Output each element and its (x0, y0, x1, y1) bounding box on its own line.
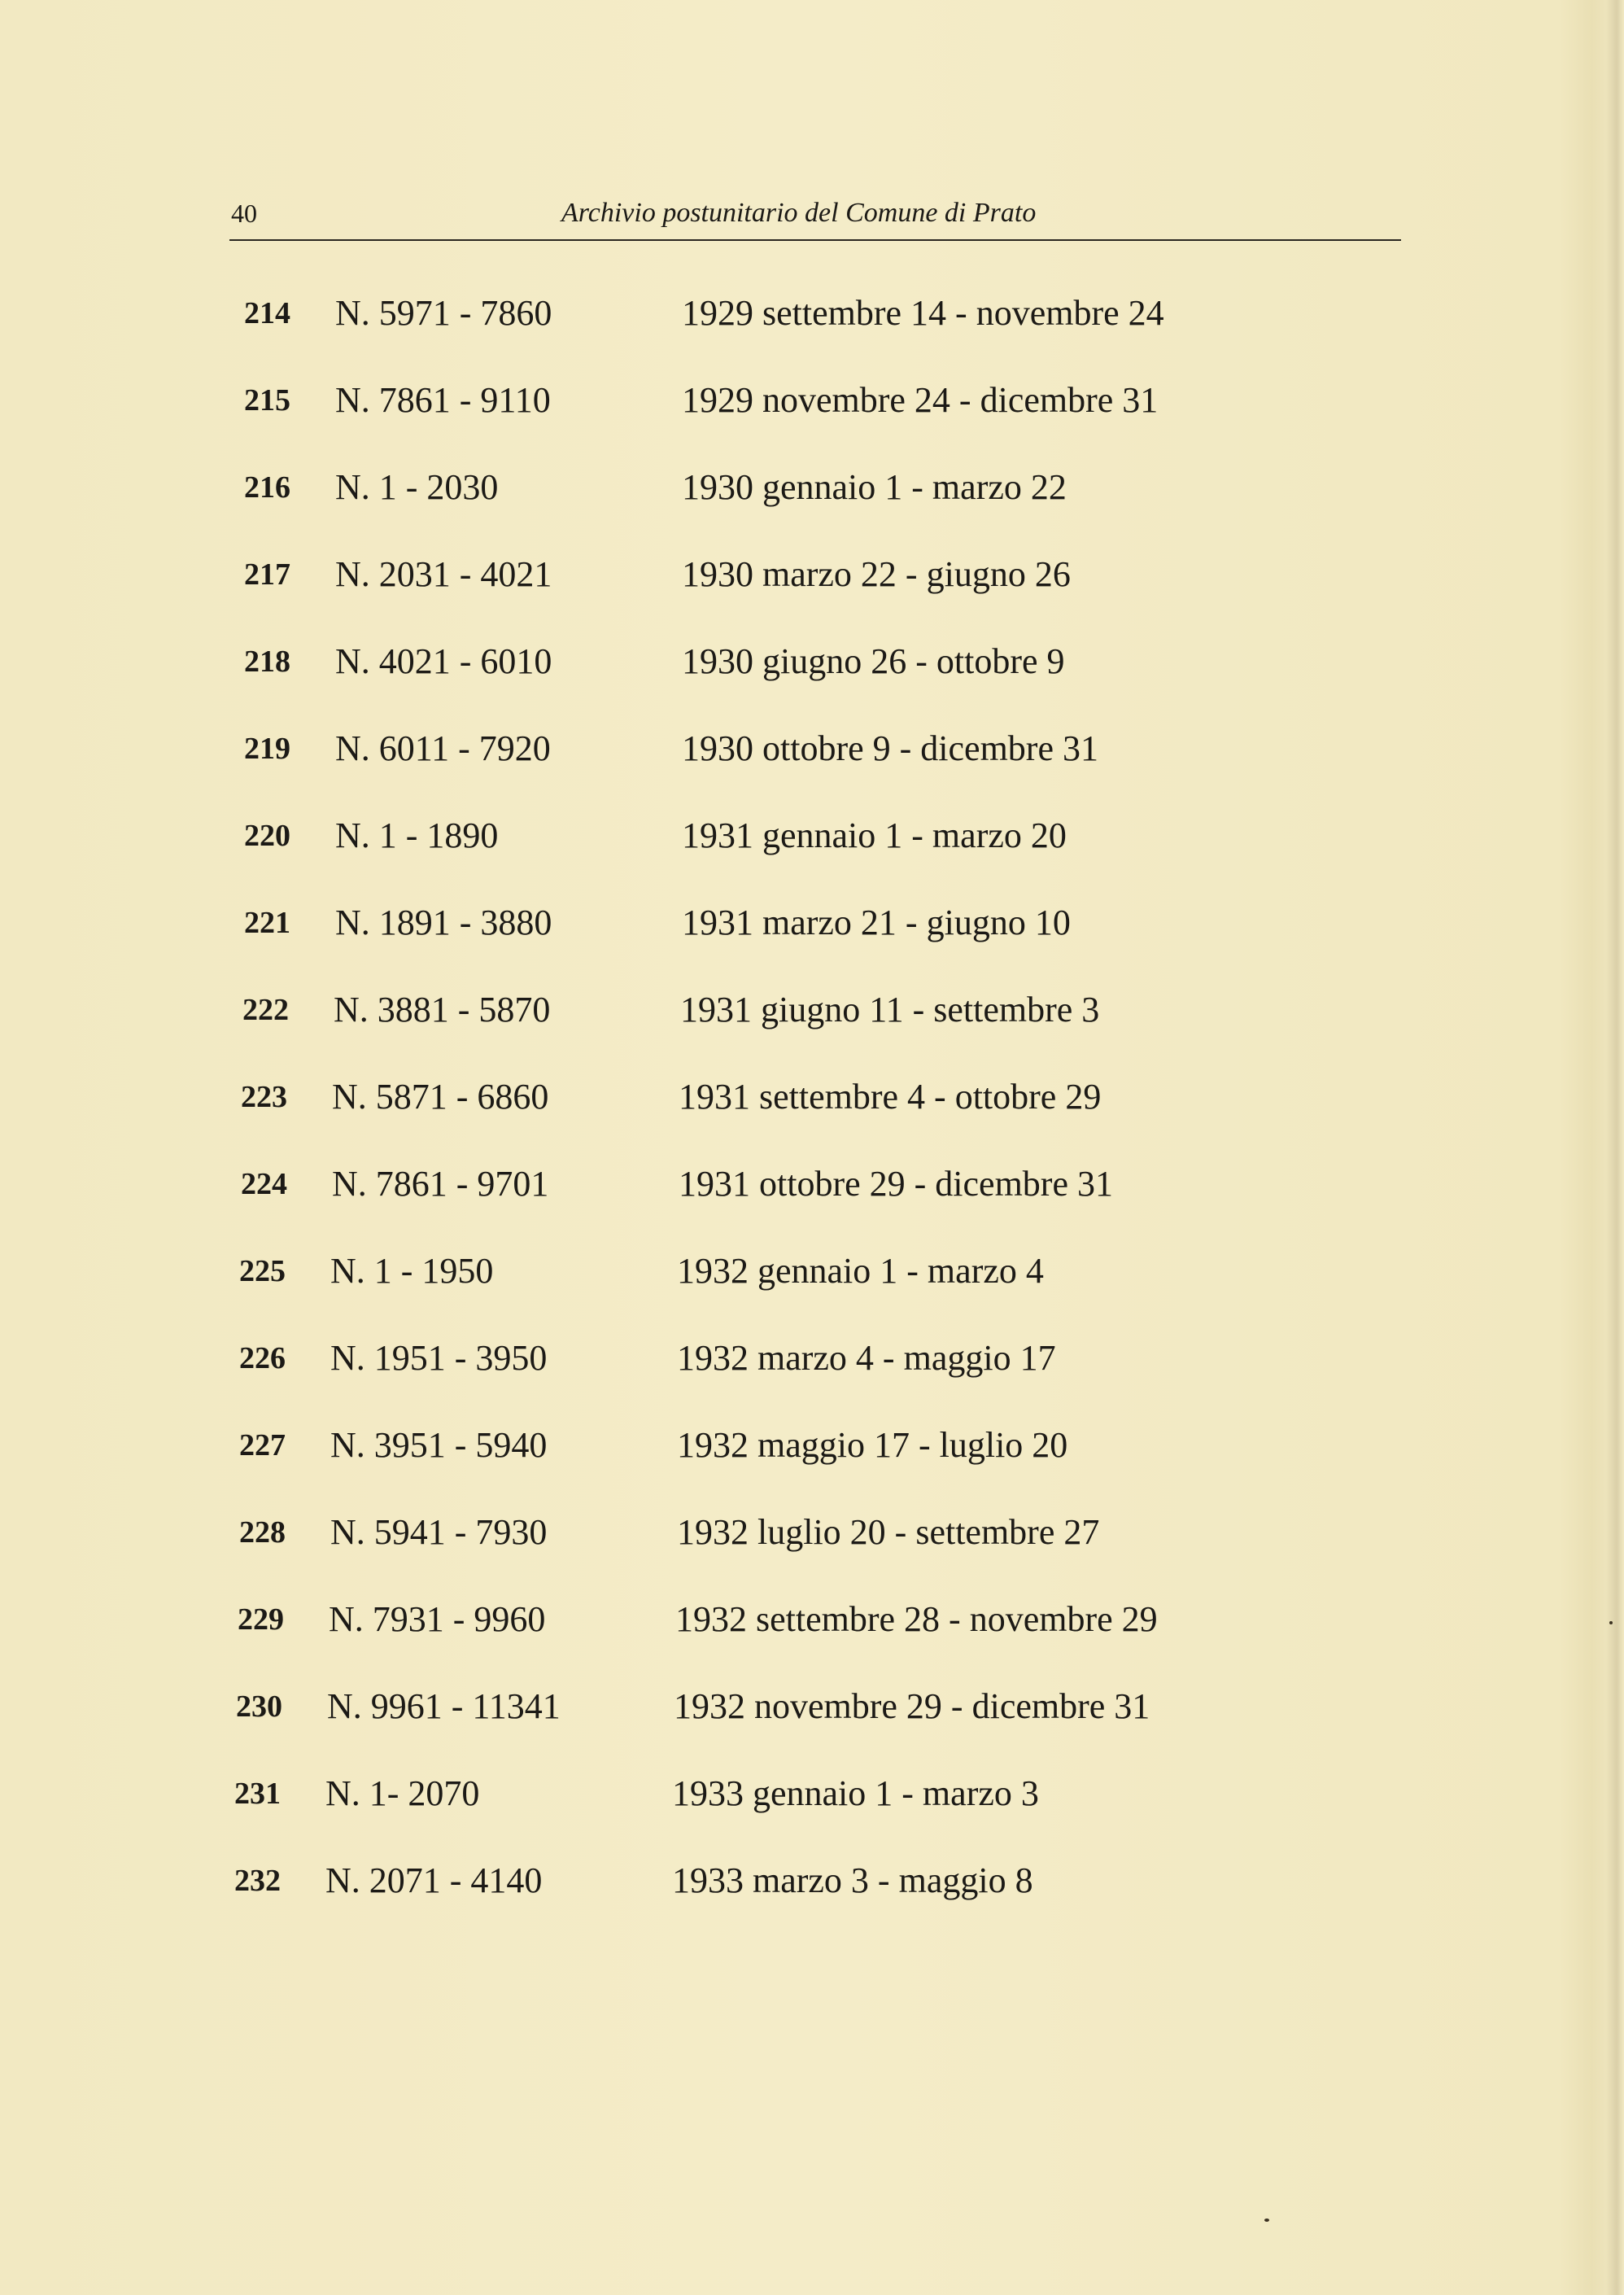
entry-number: 215 (244, 383, 290, 417)
entry-number: 230 (236, 1690, 282, 1724)
entry-range: N. 2031 - 4021 (335, 554, 552, 594)
entry-date: 1930 marzo 22 - giugno 26 (682, 554, 1071, 594)
entry-date: 1933 marzo 3 - maggio 8 (672, 1860, 1033, 1900)
entry-range: N. 4021 - 6010 (335, 641, 552, 681)
entry-number: 226 (239, 1341, 286, 1375)
entry-number: 220 (244, 819, 290, 853)
entry-date: 1929 settembre 14 - novembre 24 (682, 293, 1164, 333)
entry-date: 1930 ottobre 9 - dicembre 31 (682, 728, 1098, 768)
register-entry (0, 1769, 1614, 1826)
header-rule (229, 239, 1401, 241)
register-entry (0, 463, 1624, 520)
register-entry (0, 986, 1622, 1043)
entry-range: N. 5941 - 7930 (330, 1512, 548, 1552)
entry-range: N. 7931 - 9960 (329, 1599, 546, 1639)
register-entry (0, 376, 1624, 433)
entry-range: N. 1891 - 3880 (335, 903, 552, 942)
entry-date: 1931 ottobre 29 - dicembre 31 (679, 1164, 1113, 1204)
register-entry (0, 637, 1624, 694)
entry-date: 1932 maggio 17 - luglio 20 (677, 1425, 1068, 1465)
entry-number: 223 (241, 1080, 287, 1114)
entry-date: 1931 settembre 4 - ottobre 29 (679, 1077, 1102, 1117)
entry-date: 1932 gennaio 1 - marzo 4 (677, 1251, 1044, 1291)
register-entry (0, 1595, 1617, 1652)
register-entry (0, 898, 1624, 955)
register-entry (0, 724, 1624, 781)
register-entry (0, 1160, 1621, 1217)
entry-range: N. 7861 - 9110 (335, 380, 551, 420)
entry-range: N. 1- 2070 (325, 1773, 480, 1813)
entry-date: 1933 gennaio 1 - marzo 3 (672, 1773, 1039, 1813)
entry-range: N. 1 - 2030 (335, 467, 499, 507)
register-entry (0, 1334, 1619, 1391)
entry-number: 229 (238, 1602, 284, 1637)
entry-range: N. 3951 - 5940 (330, 1425, 548, 1465)
entry-number: 216 (244, 470, 290, 505)
entry-number: 222 (242, 993, 289, 1027)
entry-range: N. 9961 - 11341 (327, 1686, 561, 1726)
register-entry (0, 289, 1624, 346)
entry-range: N. 5971 - 7860 (335, 293, 552, 333)
entry-date: 1932 settembre 28 - novembre 29 (675, 1599, 1158, 1639)
entry-range: N. 1 - 1890 (335, 815, 499, 855)
entry-date: 1932 novembre 29 - dicembre 31 (674, 1686, 1150, 1726)
register-entry (0, 1421, 1619, 1478)
entry-range: N. 5871 - 6860 (332, 1077, 549, 1117)
entry-number: 219 (244, 732, 290, 766)
entry-number: 232 (234, 1864, 281, 1898)
register-entry (0, 550, 1624, 607)
entry-date: 1932 luglio 20 - settembre 27 (677, 1512, 1100, 1552)
entry-number: 218 (244, 645, 290, 679)
entry-number: 224 (241, 1167, 287, 1201)
entry-number: 221 (244, 906, 290, 940)
register-entry (0, 811, 1624, 868)
entry-range: N. 2071 - 4140 (325, 1860, 543, 1900)
entry-date: 1932 marzo 4 - maggio 17 (677, 1338, 1056, 1378)
entry-date: 1930 gennaio 1 - marzo 22 (682, 467, 1067, 507)
entry-range: N. 1951 - 3950 (330, 1338, 548, 1378)
register-entry (0, 1682, 1616, 1739)
register-entry (0, 1508, 1619, 1565)
entry-date: 1930 giugno 26 - ottobre 9 (682, 641, 1065, 681)
entry-date: 1931 gennaio 1 - marzo 20 (682, 815, 1067, 855)
entry-range: N. 3881 - 5870 (334, 990, 551, 1029)
entry-number: 227 (239, 1428, 286, 1462)
entry-date: 1931 marzo 21 - giugno 10 (682, 903, 1071, 942)
paper-speck (1609, 1621, 1613, 1624)
register-entry (0, 1856, 1614, 1913)
paper-speck (1264, 2218, 1269, 2222)
running-title: Archivio postunitario del Comune di Prato (561, 198, 1037, 228)
entry-range: N. 7861 - 9701 (332, 1164, 549, 1204)
entry-date: 1929 novembre 24 - dicembre 31 (682, 380, 1159, 420)
entry-date: 1931 giugno 11 - settembre 3 (680, 990, 1100, 1029)
page-header (231, 197, 1401, 239)
register-entry (0, 1073, 1621, 1130)
entry-number: 228 (239, 1515, 286, 1550)
entry-number: 217 (244, 557, 290, 592)
entry-number: 225 (239, 1254, 286, 1288)
entry-number: 231 (234, 1777, 281, 1811)
entry-number: 214 (244, 296, 290, 330)
page-number: 40 (231, 199, 257, 228)
entry-range: N. 1 - 1950 (330, 1251, 494, 1291)
register-entry (0, 1247, 1619, 1304)
entry-range: N. 6011 - 7920 (335, 728, 551, 768)
